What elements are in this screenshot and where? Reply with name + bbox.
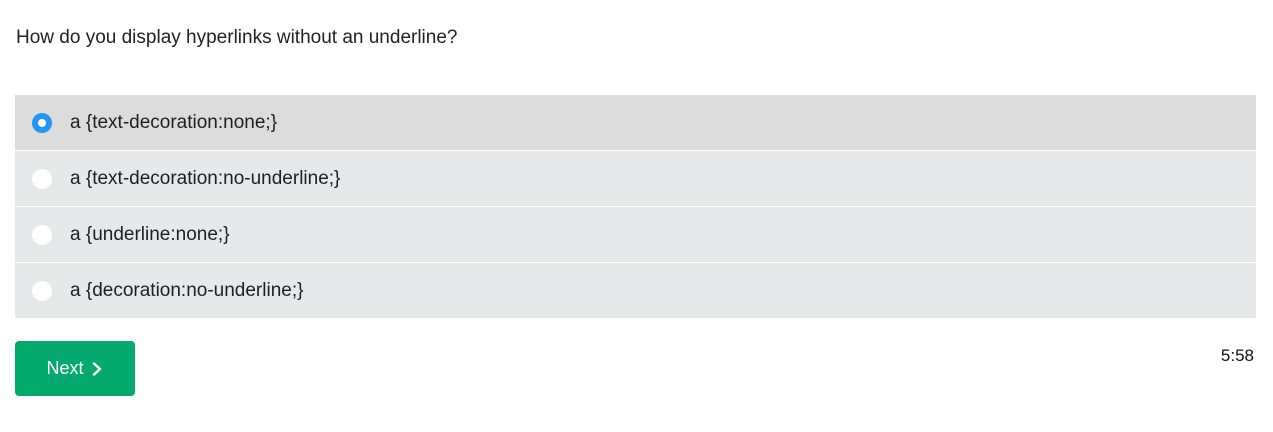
radio-button-2[interactable]: [32, 169, 52, 189]
chevron-right-icon: [90, 362, 104, 376]
answer-option-3[interactable]: [15, 207, 1256, 263]
question-text: How do you display hyperlinks without an underline?: [16, 27, 458, 48]
radio-button-1[interactable]: [32, 113, 52, 133]
answer-option-label: a {decoration:no-underline;}: [70, 279, 304, 301]
radio-button-3[interactable]: [32, 225, 52, 245]
next-button-label: Next: [46, 358, 84, 378]
answer-option-label: a {text-decoration:no-underline;}: [70, 167, 341, 189]
answer-options: [15, 95, 1256, 318]
timer: 5:58: [1220, 346, 1254, 365]
answer-option-4[interactable]: [15, 263, 1256, 318]
answer-option-2[interactable]: [15, 151, 1256, 207]
answer-option-label: a {underline:none;}: [70, 223, 230, 245]
answer-option-label: a {text-decoration:none;}: [70, 111, 278, 133]
radio-button-4[interactable]: [32, 281, 52, 301]
answer-option-1[interactable]: [15, 95, 1256, 151]
next-button[interactable]: [15, 341, 135, 396]
